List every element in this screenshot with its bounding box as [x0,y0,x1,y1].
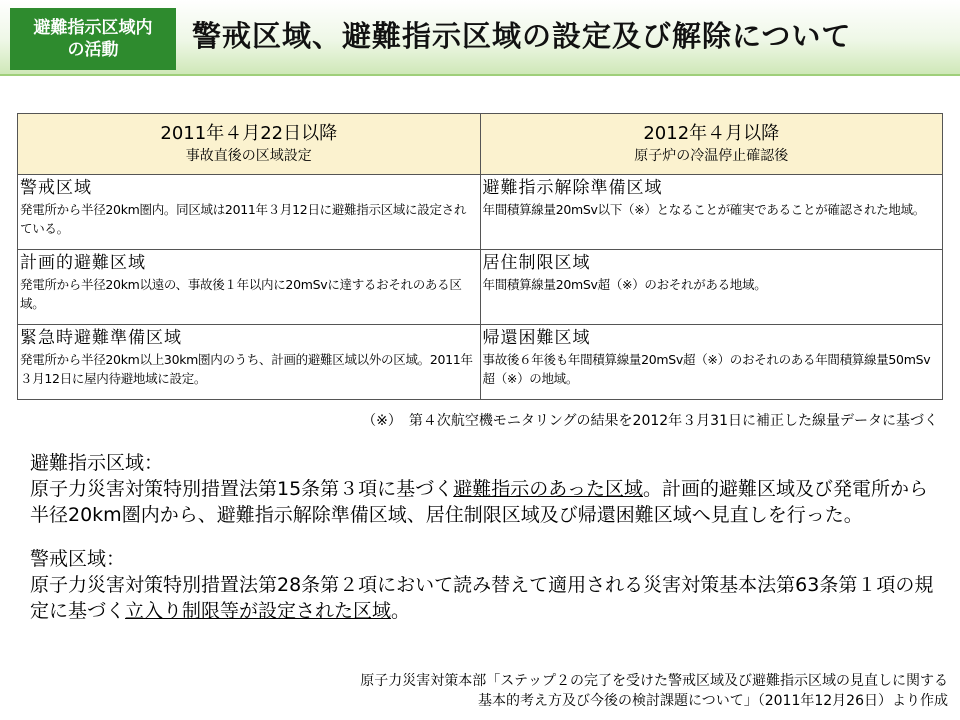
zone-name: 警戒区域 [20,178,92,198]
zone-description: 発電所から半径20km以上30km圏内のうち、計画的避難区域以外の区域。2011年３月12日に屋内待避地域に設定。 [20,352,473,386]
definition-underlined: 立入り制限等が設定された区域 [125,600,392,622]
zone-description: 年間積算線量20mSv以下（※）となることが確実であることが確認された地域。 [482,202,925,217]
zone-cell [18,175,481,250]
zone-description: 発電所から半径20km以遠の、事故後１年以内に20mSvに達するおそれのある区域。 [20,277,462,311]
column-date: 2011年４月22日以降 [160,123,338,144]
zone-description: 事故後６年後も年間積算線量20mSv超（※）のおそれのある年間積算線量50mSv超（※）の地域。 [482,352,931,386]
zone-name: 帰還困難区域 [482,328,591,348]
footnote: （※） 第４次航空機モニタリングの結果を2012年３月31日に補正した線量データに基づく [362,413,938,429]
source-citation [360,671,948,711]
table-row [18,325,943,400]
zone-cell [18,325,481,400]
table-row [18,175,943,250]
definition-term: 警戒区域： [30,548,126,570]
zone-description: 年間積算線量20mSv超（※）のおそれがある地域。 [482,277,767,292]
page-title: 警戒区域、避難指示区域の設定及び解除について [192,19,852,53]
zone-name: 避難指示解除準備区域 [482,178,663,198]
column-date: 2012年４月以降 [643,123,780,144]
zone-name: 居住制限区域 [482,253,591,273]
column-header-2012 [480,114,943,175]
category-line1: 避難指示区域内 [33,18,153,38]
zone-cell [480,175,943,250]
column-subtitle: 事故直後の区域設定 [185,148,312,164]
definition-text: 原子力災害対策特別措置法第15条第３項に基づく [30,478,454,500]
category-badge [10,8,176,70]
zone-name: 計画的避難区域 [20,253,146,273]
definition-underlined: 避難指示のあった区域 [453,478,643,500]
column-header-2011 [18,114,481,175]
column-subtitle: 原子炉の冷温停止確認後 [634,148,789,164]
definition-text: 。 [391,600,411,622]
definition-term: 避難指示区域： [30,452,164,474]
zone-cell [480,325,943,400]
definition-alert-zone [30,546,940,624]
zone-name: 緊急時避難準備区域 [20,328,182,348]
definition-evacuation-zone [30,450,940,528]
source-line: 基本的考え方及び今後の検討課題について」（2011年12月26日）より作成 [478,693,948,709]
table-row [18,250,943,325]
zone-description: 発電所から半径20km圏内。同区域は2011年３月12日に避難指示区域に設定されている。 [20,202,467,236]
header-bar [0,0,960,76]
definitions [30,450,940,642]
source-line: 原子力災害対策本部「ステップ２の完了を受けた警戒区域及び避難指示区域の見直しに関する [360,673,948,689]
definition-text: 。計画的避難区域及び発電所から半径20km圏内から、避難指示解除準備区域、居住制限区域及び帰還困難区域へ見直しを行った。 [30,478,929,526]
definition-text: 原子力災害対策特別措置法第28条第２項において読み替えて適用される災害対策基本法第63条第１項の規定に基づく [30,574,934,622]
category-line2: の活動 [67,40,119,60]
zone-cell [480,250,943,325]
table-header-row [18,114,943,175]
zone-table [17,113,943,400]
zone-cell [18,250,481,325]
